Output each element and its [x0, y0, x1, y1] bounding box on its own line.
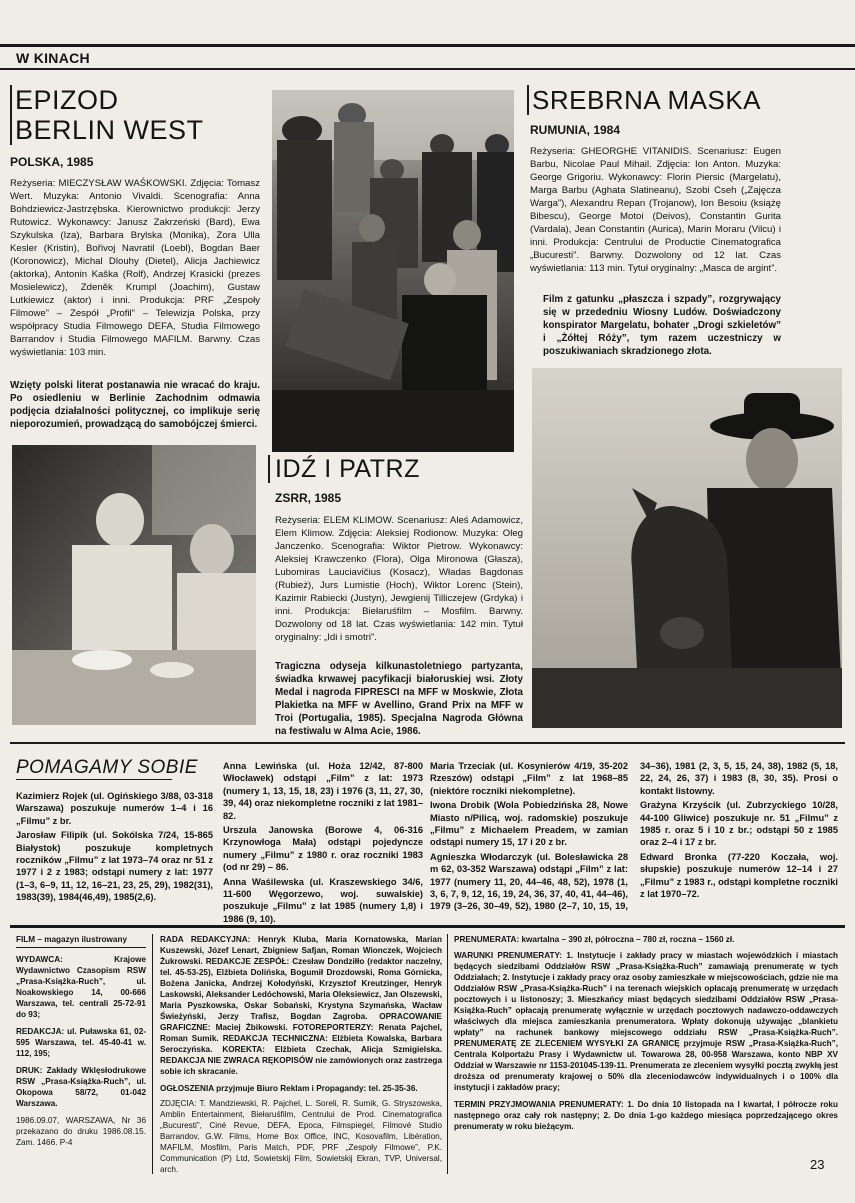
rule-pomagamy-top	[10, 742, 845, 744]
footer-subscription-terms: WARUNKI PRENUMERATY: 1. Instytucje i zakłady pracy w miastach wojewódzkich i miastach będących siedzibami Oddziałów RSW „Prasa-Książka-Ruch” zamawiają prenumeratę w tych Oddziałach; 2. Instytucje i zakłady pracy oraz osoby zamieszkałe w miejscowościach, gdzie nie ma Oddziałów RSW „Prasa-Książka-Ruch” i na terenach wiejskich opłacają prenumeratę w urzędach pocztowych i u listonoszy; 3. Mieszkańcy miast będących siedzibami Oddziałów RSW „Prasa-Książka-Ruch” opłacają prenumeratę wyłącznie w urzędach pocztowych nadawczo-oddawczych właściwych dla miejsca zamieszkania prenumeratora. Wpłaty dokonują używając „blankietu wpłaty” na rachunek bankowy miejscowego oddziału RSW „Prasa-Książka-Ruch”. PRENUMERATĘ ZE ZLECENIEM WYSYŁKI ZA GRANICĘ przyjmuje RSW „Prasa-Książka-Ruch”, Centrala Kolportażu Prasy i Wydawnictw ul. Towarowa 28, 00-958 Warszawa, konto NBP XV Oddział w Warszawie nr 1153-201045-139-11. Prenumerata ze zleceniem wysyłki pocztą zwykłą jest droższa od prenumeraty krajowej o 50% dla zleceniodawców indywidualnych i o 100% dla instytucji i zakładów pracy;	[454, 951, 838, 1092]
film-synopsis: Film z gatunku „płaszcza i szpady”, rozgrywający się w przededniu Wiosny Ludów. Doświadczony konspirator Margelatu, bohater „Drogi szkieletów” i „Żółtej Róży”, tym razem uczestniczy w poszukiwaniach skradzionego złota.	[543, 294, 781, 357]
pomagamy-entry-text: Urszula Janowska (Borowe 4, 06-316 Krzynowłoga Mała) odstąpi pojedyncze numery „Filmu” z 1980 r. oraz roczniki 1983 (od nr 29) – 86.	[223, 825, 423, 873]
footer-photo-credits: ZDJĘCIA: T. Mandziewski, R. Pajchel, L. Soreli, R. Sumik, G. Stryszowska, Amblin Entertainment, Biełaruśfilm, Centrului de Prod. Cinematografica „Bucuresti”, Ciné Revue, DEFA, Epoca, Filmspiegel, Filmové Studio Barrandov, G.W. Films, Home Box Office, INC, Kosovafilm, Libération, MAFILM, Mosfilm, Paris Match, PDF, PRF „Zespoły Filmowe”, P.K. Communication (P) Ltd, Sowietskij Film, Sowietskij Ekran, TVP, Universal, arch.	[160, 1099, 442, 1174]
footer-magazine-name: FILM – magazyn ilustrowany	[16, 934, 146, 948]
footer-subscription-prices: PRENUMERATA: kwartalna – 390 zł, półroczna – 780 zł, roczna – 1560 zł.	[454, 935, 735, 944]
film-epizod	[10, 85, 260, 431]
footer-divider	[152, 934, 153, 1174]
film-title: IDŹ I PATRZ	[268, 455, 523, 483]
film-srebrna-maska	[527, 85, 781, 358]
film-credits: Reżyseria: MIECZYSŁAW WAŚKOWSKI. Zdjęcia: Tomasz Wert. Muzyka: Antonio Vivaldi. Scenografia: Anna Bohdziewicz-Jastrzębska. Kierownictwo produkcji: Jerzy Rutowicz. Wykonawcy: Janusz Zakrzeński (Bard), Ewa Szykulska (Iza), Barbara Brylska (Monika), Zora Ulla Kesler (Kristin), Bořivoj Navratil (Loebl), Bogdan Baer (Koronowicz), Michal Dlouhy (Dietel), Alicja Jachiewicz (aktorka), Antonin Kaška (Rolf), Andrzej Krasicki (prezes Mosielewicz), Zdeněk Krumpl (Joachim), Gustaw Lutkiewicz (aktor) i inni. Produkcja: PRF „Zespoły Filmowe” – Zespół „Profil” – Telewizja Polska, przy współpracy Studia Filmowego DEFA, Studia Filmowego Barrandov i Studia Filmowego MAFILM. Barwny. Czas wyświetlania: 103 min.	[10, 178, 260, 358]
film-title	[10, 85, 260, 145]
pomagamy-entry	[16, 790, 213, 827]
pomagamy-entry-text: Kazimierz Rojek (ul. Ogińskiego 3/88, 03-318 Warszawa) poszukuje numerów 1–4 i 16 „Filmu” z br.	[16, 791, 213, 826]
pomagamy-entry-text: Anna Waśilewska (ul. Kraszewskiego 34/6, 11-600 Węgorzewo, woj. suwalskie) poszukuje „Filmu” z lat 1985 (numery 1,8) i 1986 (9, 10).	[223, 876, 423, 924]
film-title: SREBRNA MASKA	[527, 85, 781, 115]
pomagamy-entry-text: Jarosław Filipik (ul. Sokólska 7/24, 15-865 Białystok) poszukuje kompletnych roczników „Filmu” z lat 1973–74 oraz nr 51 z 1977 i 2 z 1983; odstąpi numery z lat: 1977 (1–3, 6–9, 11, 12, 16–21, 23, 25, 29), 1982(31), 1983(39), 1984(46,49), 1985(2,6).	[16, 830, 213, 903]
pomagamy-entry-text: Maria Trzeciak (ul. Kosynierów 4/19, 35-202 Rzeszów) odstąpi „Film” z lat 1968–85 (niektóre roczniki niekompletne).	[430, 761, 628, 796]
film-country-year: RUMUNIA, 1984	[530, 123, 621, 137]
pomagamy-entry	[16, 829, 213, 903]
pomagamy-entry	[640, 799, 838, 849]
section-rule	[0, 68, 855, 70]
page-number: 23	[810, 1157, 825, 1172]
footer-col-2	[160, 934, 442, 1175]
footer-issue-dates: 1986.09.07, WARSZAWA, Nr 36 przekazano do druku 1986.08.15. Zam. 1466. P-4	[16, 1116, 146, 1147]
footer-divider	[447, 934, 448, 1174]
footer-col-3	[454, 934, 838, 1132]
pomagamy-entry	[223, 760, 423, 822]
pomagamy-entry	[430, 799, 628, 849]
pomagamy-underline	[16, 779, 172, 780]
footer-advertising: OGŁOSZENIA przyjmuje Biuro Reklam i Propagandy: tel. 25-35-36.	[160, 1084, 418, 1093]
pomagamy-col-1	[16, 790, 213, 906]
pomagamy-title: POMAGAMY SOBIE	[16, 757, 198, 778]
film-synopsis: Wzięty polski literat postanawia nie wracać do kraju. Po osiedleniu w Berlinie Zachodnim odmawia podjęcia działalności politycznej, co implikuje serię nieporozumień, prowadzącą do samobójczej śmierci.	[10, 380, 260, 430]
pomagamy-entry-text: Anna Lewińska (ul. Hoża 12/42, 87-800 Włocławek) odstąpi „Film” z lat: 1973 (numery 1, 13, 15, 18, 23) i 1976 (3, 11, 27, 30, 39, 44) oraz niekompletne roczniki z lat 1981–82.	[223, 761, 423, 821]
pomagamy-entry-text: Grażyna Krzyścik (ul. Zubrzyckiego 10/28, 44-100 Gliwice) poszukuje nr. 51 „Filmu” z 1985 r. oraz 5 i 10 z br.; odstąpi 50 z 1985 oraz 2–4 i 17 z br.	[640, 800, 838, 848]
pomagamy-entry	[223, 824, 423, 874]
footer-publisher: WYDAWCA: Krajowe Wydawnictwo Czasopism RSW „Prasa-Książka-Ruch”, ul. Noakowskiego 14, 00-666 Warszawa, tel. centrali 25-72-91 do 93;	[16, 955, 146, 1019]
pomagamy-entry-text: Edward Bronka (77-220 Koczała, woj. słupskie) poszukuje numerów 12–14 i 27 „Filmu” z 1983 r., odstąpi kompletne roczniki z lat 1970–72.	[640, 851, 838, 900]
rule-footer-top	[10, 925, 845, 928]
footer-editorial-board: RADA REDAKCYJNA: Henryk Kluba, Maria Kornatowska, Marian Kuszewski, Józef Lenart, Zbigniew Safjan, Roman Wionczek, Wojciech Żukrowski. REDAKCJE ZESPÓŁ: Czesław Dondziłło (redaktor naczelny, tel. 45-53-25), Elżbieta Dolińska, Bogumił Drozdowski, Roma Górnicka, Bożena Janicka, Andrzej Kołodyński, Krzysztof Kreutzinger, Henryk Laskowski, Aleksander Ledóchowski, Maria Oleksiewicz, Jan Olszewski, Maria Pyszkowska, Oskar Sobański, Krystyna Szymańska, Wacław Świeżyński, Jerzy Trafisz, Bogdan Zagroba. OPRACOWANIE GRAFICZNE: Maciej Żbikowski. FOTOREPORTERZY: Renata Pajchel, Roman Sumik. REDAKCJA TECHNICZNA: Elżbieta Kowalska, Barbara Seroczyńska. KOREKTA: Elżbieta Czechak, Alicja Szmigielska. REDAKCJA NIE ZWRACA RĘKOPISÓW nie zamówionych oraz zastrzega sobie ich skracanie.	[160, 935, 442, 1076]
pomagamy-entry	[223, 876, 423, 926]
pomagamy-entry-text: Agnieszka Włodarczyk (ul. Bolesławicka 28 m 62, 03-352 Warszawa) odstąpi „Film” z lat: 1977 (numery 11, 20, 44–46, 48, 52), 1978 (1, 3, 6, 7, 9, 12, 16, 19, 24, 36, 37, 40, 41, 44–46), 1979 (3–26, 30–49, 52), 1980 (2–7, 10, 15, 19, 34–36), 1981 (2, 3, 5, 15, 24, 38), 1982 (5, 18, 22, 24, 26, 37) i 1983 (8, 30, 35). Prosi o kontakt listowny.	[430, 761, 838, 912]
pomagamy-col-3-4	[430, 760, 838, 913]
pomagamy-entry	[640, 851, 838, 901]
film-title-line: EPIZOD	[15, 85, 119, 115]
footer-subscription-deadline: TERMIN PRZYJMOWANIA PRENUMERATY: 1. Do dnia 10 listopada na I kwartał, I półrocze roku następnego oraz cały rok następny; 2. Do dnia 1-go każdego miesiąca poprzedzającego okres prenumeraty w roku bieżącym.	[454, 1100, 838, 1131]
film-country-year: POLSKA, 1985	[10, 155, 94, 169]
pomagamy-col-2	[223, 760, 423, 927]
photo-rider	[532, 368, 842, 728]
pomagamy-entry	[430, 760, 628, 797]
film-credits: Reżyseria: GHEORGHE VITANIDIS. Scenariusz: Eugen Barbu, Nicolae Paul Mihail. Zdjęcia: Ion Anton. Muzyka: George Grigoriu. Wykonawcy: Florin Piersic (Margelatu), Marga Barbu (Aghata Slatineanu), Szobi Cseh („Zajęcza Warga”), Alexandru Repan (Trojanow), Ion Besoiu (książę Bibescu), George Motoi (Deivos), Constantin Gurita (Vardala), Jean Constantin (Aurica), Marin Moraru (Vilcu) i inni. Produkcja: Centrului de Productie Cinematografica „Bucuresti”. Barwny. Dozwolony od 12 lat. Czas wyświetlania: 113 min. Tytuł oryginalny: „Masca de argint”.	[530, 146, 781, 274]
footer-printing: DRUK: Zakłady Wklęsłodrukowe RSW „Prasa-Książka-Ruch”, ul. Okopowa 58/72, 01-042 Warszawa.	[16, 1066, 146, 1108]
footer-editorial-office: REDAKCJA: ul. Puławska 61, 02-595 Warszawa, tel. 45-40-41 w. 112, 195;	[16, 1027, 146, 1058]
film-synopsis: Tragiczna odyseja kilkunastoletniego partyzanta, świadka krwawej pacyfikacji białoruskiej wsi. Złoty Medal i nagroda FIPRESCI na MFF w Moskwie, Złota Plakietka na MFF w Avellino, Grand Prix na MFF w Troi (Portugalia, 1985). Specjalna Nagroda Główna na festiwalu w Alma Acie, 1986.	[275, 661, 523, 737]
film-credits: Reżyseria: ELEM KLIMOW. Scenariusz: Aleś Adamowicz, Elem Klimow. Zdjęcia: Aleksiej Rodionow. Muzyka: Oleg Janczenko. Scenografia: Wiktor Pietrow. Wykonawcy: Aleksiej Krawczenko (Flora), Olga Mironowa (Głasza), Lubomiras Lauciavičius (Kosacz), Władas Bagdonas (Rubież), Jurs Lumistie (Hoch), Wiktor Lorenc (Stein), Kazimir Rabiecki (Justyn), Jewgienij Tilliczejew (Grdyka) i inni. Produkcja: Biełaruśfilm – Mosfilm. Barwny. Dozwolony od 18 lat. Czas wyświetlania: 142 min. Tytuł oryginalny: „Idi i smotri”.	[275, 515, 523, 643]
section-label: W KINACH	[16, 50, 90, 66]
pomagamy-entry-text: Iwona Drobik (Wola Pobiedzińska 28, Nowe Miasto n/Pilicą, woj. radomskie) poszukuje „Filmu” z Michaelem Preadem, w zamian odstąpi numery 15, 17 i 20 z br.	[430, 800, 628, 848]
footer-col-1	[16, 934, 146, 1148]
top-rule	[0, 44, 855, 47]
photo-war-scene	[272, 90, 514, 452]
photo-table-scene	[12, 445, 256, 725]
film-idz-i-patrz	[268, 455, 523, 738]
film-title-line: BERLIN WEST	[15, 115, 204, 145]
film-country-year: ZSRR, 1985	[275, 491, 342, 505]
